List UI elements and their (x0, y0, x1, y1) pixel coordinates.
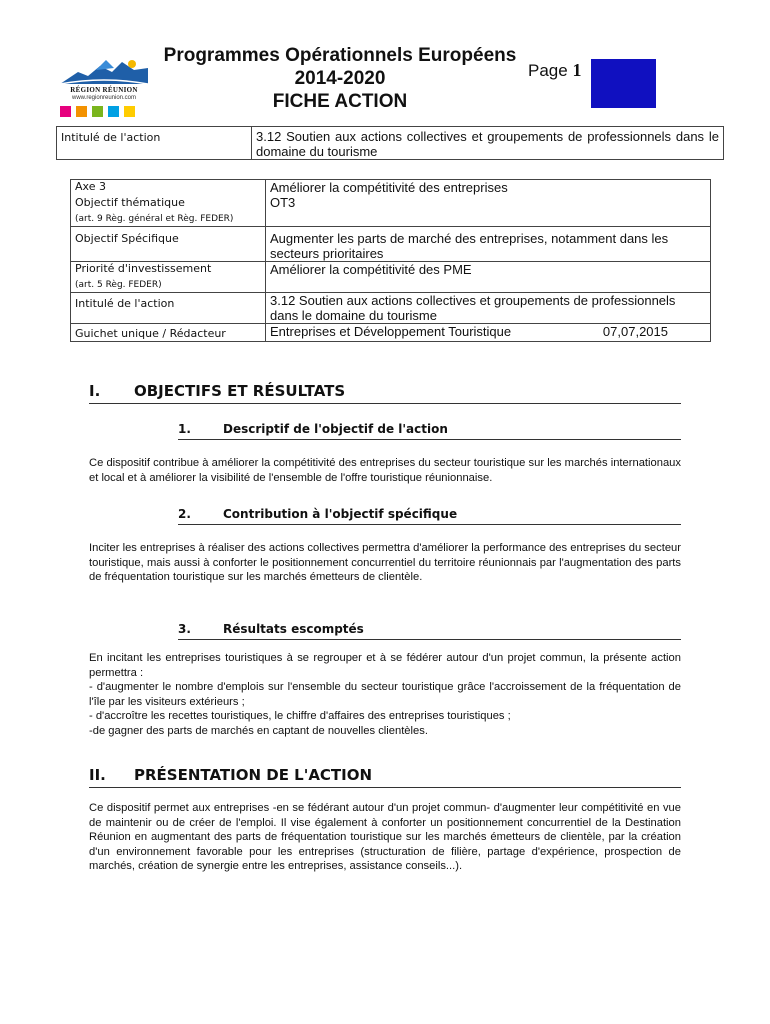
results-item-3: -de gagner des parts de marchés en captant de nouvelles clientèles. (89, 724, 428, 737)
info-table (70, 179, 711, 342)
logo-color-squares (60, 106, 135, 117)
subsection-2-number: 2. (178, 507, 191, 521)
guichet-value: Entreprises et Développement Touristique (270, 324, 512, 339)
document-title (150, 44, 530, 113)
section-2-title: PRÉSENTATION DE L'ACTION (134, 766, 373, 784)
page-number: 1 (572, 60, 582, 80)
objectif-thematique-label: Objectif thématique (75, 196, 185, 209)
mountain-logo-icon (60, 58, 148, 86)
subsection-3-heading (178, 622, 681, 640)
title-line-1: Programmes Opérationnels Européens (163, 45, 517, 66)
results-item-1: - d'augmenter le nombre d'emplois sur l'ensemble du secteur touristique grâce l'accroissement de la fréquentation de l'île par les visiteurs extérieurs ; (89, 681, 681, 708)
page-indicator (528, 60, 581, 81)
region-reunion-logo (58, 58, 150, 124)
intitule-value: 3.12 Soutien aux actions collectives et groupements de professionnels dans le domaine du tourisme (252, 127, 724, 160)
subsection-2-title: Contribution à l'objectif spécifique (223, 507, 458, 521)
objectif-specifique-label: Objectif Spécifique (71, 227, 266, 262)
intitule-label: Intitulé de l'action (57, 127, 252, 160)
subsection-2-text: Inciter les entreprises à réaliser des actions collectives permettra d'améliorer la performance des entreprises du secteur touristique, mais aussi à conforter le positionnement concurrentiel du territoire réunionnais par l'augmentation des parts de fréquentation touristique sur les marchés émetteurs de clientèle. (89, 542, 681, 584)
axe-value: Améliorer la compétitivité des entreprises (270, 180, 508, 195)
section-1-heading (89, 382, 681, 404)
subsection-3-title: Résultats escomptés (223, 622, 364, 636)
intitule-action-value: 3.12 Soutien aux actions collectives et groupements de professionnels dans le domaine du tourisme (266, 293, 711, 324)
results-intro: En incitant les entreprises touristiques à se regrouper et à se fédérer autour d'un projet commun, la présente action permettra : (89, 652, 681, 679)
intitule-action-label: Intitulé de l'action (71, 293, 266, 324)
section-1-title: OBJECTIFS ET RÉSULTATS (134, 382, 346, 400)
subsection-2-heading (178, 507, 681, 525)
section-2-number: II. (89, 766, 106, 784)
objectif-thematique-value: OT3 (270, 195, 296, 210)
section-2-text: Ce dispositif permet aux entreprises -en se fédérant autour d'un projet commun- d'augmenter leur compétitivité en vue de maintenir ou de créer de l'emploi. Il vise également à conforter un positionnement concurrentiel de la Destination Réunion en augmentant des parts de fréquentation touristique sur les marchés émetteurs de clientèle, par la création d'un environnement favorable pour les entreprises (structuration de filière, partage d'expérience, prospection de marchés, création de synergie entre les entreprises, assistance conseils...). (89, 802, 681, 873)
priorite-label: Priorité d'investissement (75, 262, 212, 275)
subsection-3-text (89, 651, 681, 739)
title-line-2: 2014-2020 (294, 68, 386, 89)
blue-box (591, 59, 656, 108)
section-1-number: I. (89, 382, 101, 400)
results-item-2: - d'accroître les recettes touristiques, le chiffre d'affaires des entreprises touristiques ; (89, 710, 511, 723)
guichet-date: 07,07,2015 (602, 324, 668, 339)
logo-name: RÉGION RÉUNION (70, 86, 138, 94)
priorite-value: Améliorer la compétitivité des PME (266, 262, 711, 293)
axe-label: Axe 3 (75, 180, 106, 193)
title-line-3: FICHE ACTION (272, 91, 408, 112)
section-2-heading (89, 766, 681, 788)
subsection-1-heading (178, 422, 681, 440)
guichet-label: Guichet unique / Rédacteur (71, 324, 266, 342)
logo-url: www.regionreunion.com (71, 95, 137, 101)
page-label: Page (528, 61, 568, 80)
objectif-thematique-ref: (art. 9 Règ. général et Règ. FEDER) (75, 214, 234, 224)
subsection-1-number: 1. (178, 422, 191, 436)
subsection-1-title: Descriptif de l'objectif de l'action (223, 422, 448, 436)
objectif-specifique-value: Augmenter les parts de marché des entreprises, notamment dans les secteurs prioritaires (266, 227, 711, 262)
priorite-ref: (art. 5 Règ. FEDER) (75, 280, 162, 290)
subsection-1-text: Ce dispositif contribue à améliorer la compétitivité des entreprises du secteur touristique sur les marchés internationaux et local et à améliorer la visibilité de l'ensemble de l'offre touristique réunionnaise. (89, 457, 681, 484)
intitule-table (56, 126, 724, 160)
subsection-3-number: 3. (178, 622, 191, 636)
